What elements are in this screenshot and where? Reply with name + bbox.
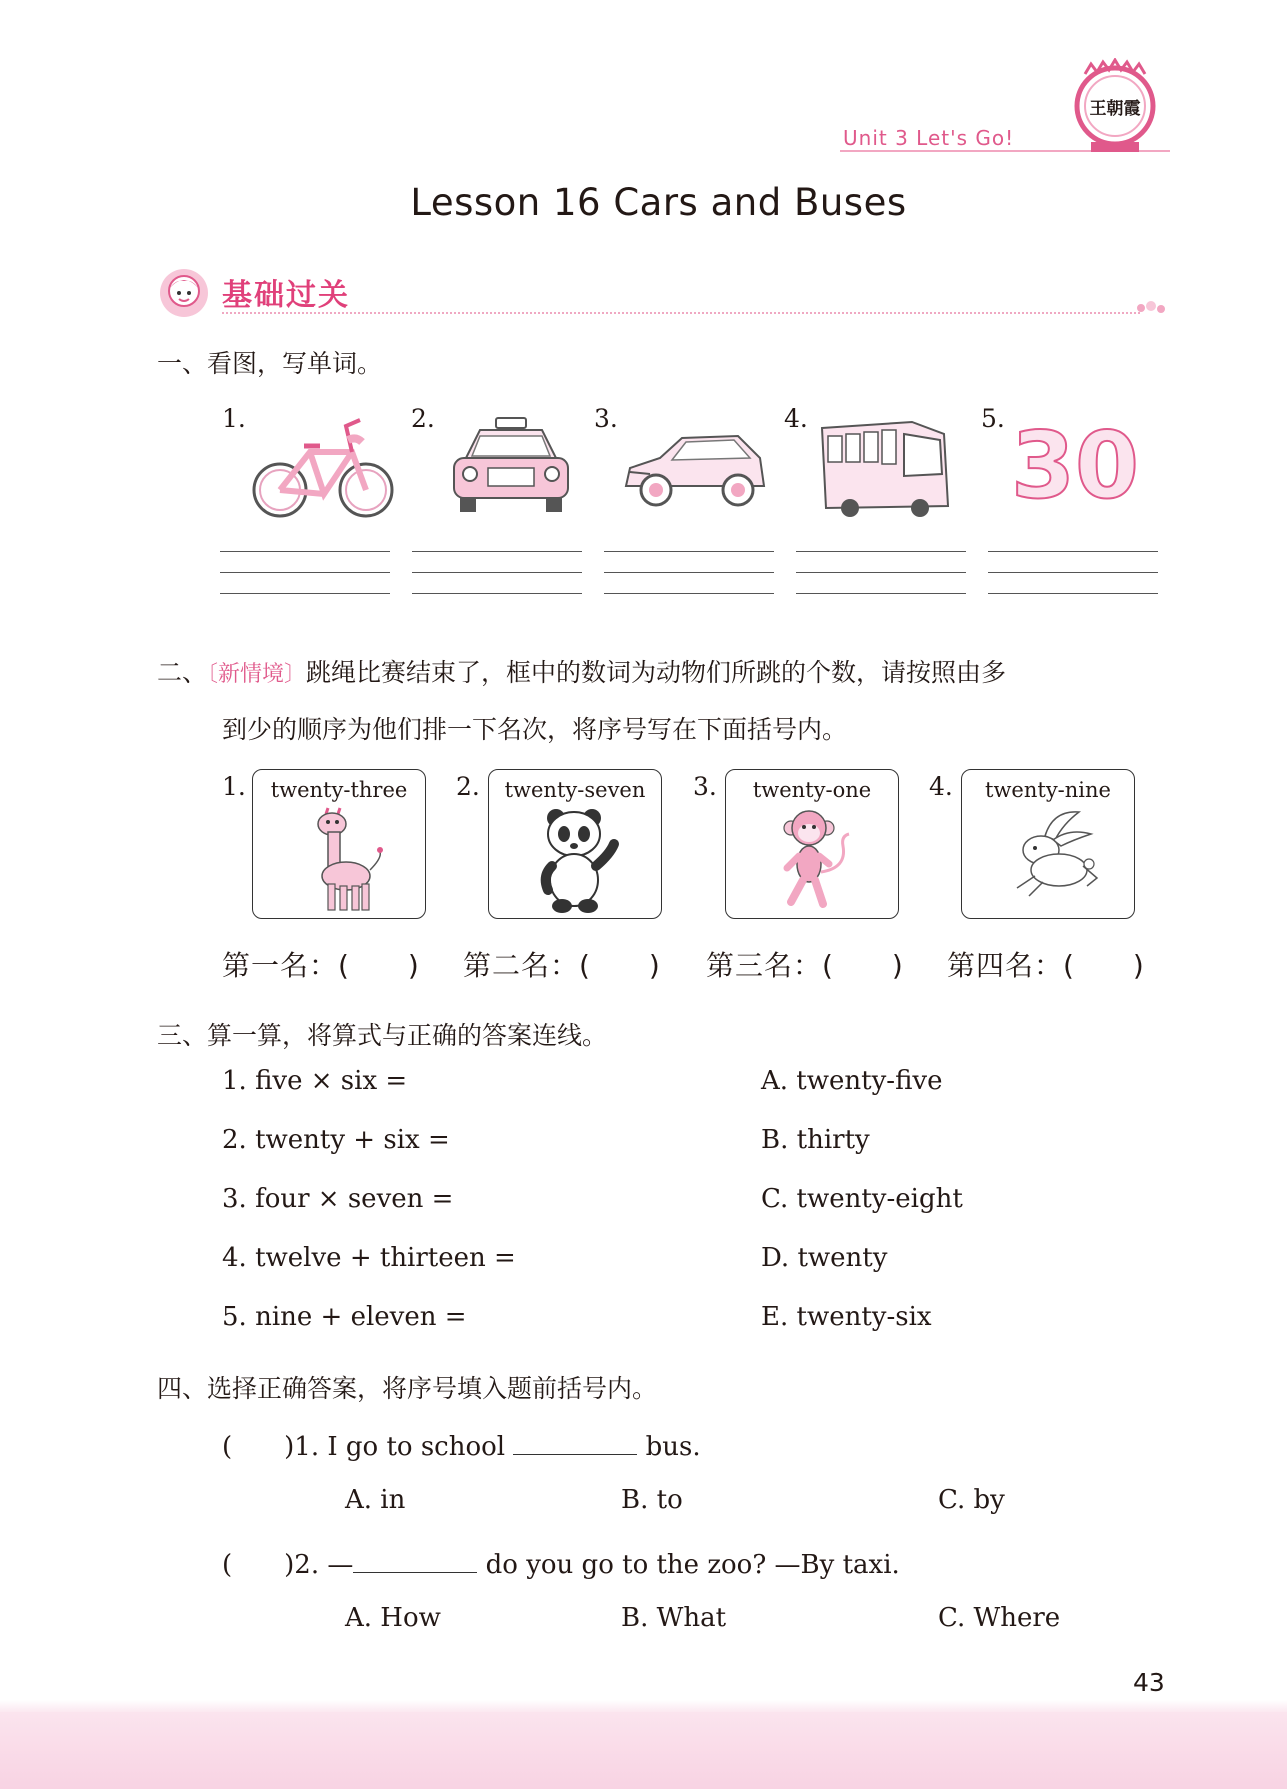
car-icon (620, 412, 770, 522)
new-context-tag: 〔新情境〕 (207, 662, 307, 687)
bus-icon (808, 412, 958, 522)
answer-paren[interactable]: ( ) (222, 1550, 295, 1580)
option-b[interactable]: B. to (621, 1485, 683, 1515)
lesson-title: Lesson 16 Cars and Buses (410, 181, 907, 224)
q1-item-number: 5. (981, 404, 1005, 433)
question-text: 2. — (294, 1550, 354, 1580)
animal-card (252, 769, 426, 919)
card-number: 2. (456, 772, 480, 801)
card-label: twenty-one (752, 778, 872, 802)
answer-paren[interactable]: ( ) (222, 1432, 295, 1462)
answer-blank[interactable] (353, 1572, 477, 1573)
publisher-logo (1073, 58, 1157, 156)
equation[interactable]: 1. five × six = (222, 1066, 408, 1096)
q4-heading: 四、选择正确答案，将序号填入题前括号内。 (157, 1374, 658, 1403)
card-number: 3. (693, 772, 717, 801)
equation[interactable]: 5. nine + eleven = (222, 1302, 467, 1332)
answer-option[interactable]: D. twenty (761, 1243, 888, 1273)
taxi-icon (436, 412, 586, 522)
rank-first[interactable]: 第一名：( ) (222, 949, 420, 982)
card-label: twenty-seven (504, 778, 646, 802)
q1-item-number: 3. (594, 404, 618, 433)
unit-label: Unit 3 Let's Go! (843, 126, 1015, 150)
q2-heading (157, 653, 1006, 689)
animal-card (488, 769, 662, 919)
writing-lines (604, 551, 774, 615)
question-text: bus. (645, 1432, 701, 1462)
mc-question-2 (222, 1544, 900, 1581)
option-a[interactable]: A. in (345, 1485, 406, 1515)
giraffe-icon (290, 806, 390, 914)
svg-text:王朝霞: 王朝霞 (1089, 99, 1141, 119)
option-c[interactable]: C. by (938, 1485, 1005, 1515)
rank-fourth[interactable]: 第四名：( ) (947, 949, 1145, 982)
q1-item-number: 2. (411, 404, 435, 433)
writing-lines (988, 551, 1158, 615)
number-30-icon: 30 (1010, 412, 1140, 519)
rabbit-icon (999, 806, 1099, 914)
card-label: twenty-nine (985, 778, 1111, 802)
option-b[interactable]: B. What (621, 1603, 727, 1633)
q1-item-number: 1. (222, 404, 246, 433)
q2-prefix: 二、 (157, 658, 208, 687)
mc-question-1 (222, 1426, 701, 1463)
card-number: 1. (222, 772, 246, 801)
q2-line1: 跳绳比赛结束了，框中的数词为动物们所跳的个数，请按照由多 (306, 658, 1007, 687)
monkey-icon (763, 806, 863, 914)
rank-second[interactable]: 第二名：( ) (463, 949, 661, 982)
equation[interactable]: 2. twenty + six = (222, 1125, 450, 1155)
q1-item-number: 4. (784, 404, 808, 433)
card-number: 4. (929, 772, 953, 801)
q1-heading: 一、看图，写单词。 (157, 349, 383, 378)
divider-dots-decoration (1135, 300, 1167, 316)
equation[interactable]: 4. twelve + thirteen = (222, 1243, 516, 1273)
writing-lines (220, 551, 390, 615)
answer-option[interactable]: A. twenty-five (761, 1066, 943, 1096)
animal-card (961, 769, 1135, 919)
panda-icon (526, 806, 626, 914)
answer-option[interactable]: B. thirty (761, 1125, 870, 1155)
bicycle-icon (248, 412, 398, 522)
question-text: do you go to the zoo? —By taxi. (485, 1550, 900, 1580)
q3-heading: 三、算一算，将算式与正确的答案连线。 (157, 1021, 608, 1050)
answer-option[interactable]: C. twenty-eight (761, 1184, 963, 1214)
footer-band (0, 1712, 1287, 1789)
section-divider (222, 312, 1140, 314)
equation[interactable]: 3. four × seven = (222, 1184, 454, 1214)
girl-mascot-icon (158, 267, 210, 319)
writing-lines (412, 551, 582, 615)
writing-lines (796, 551, 966, 615)
animal-card (725, 769, 899, 919)
option-a[interactable]: A. How (345, 1603, 441, 1633)
answer-blank[interactable] (513, 1454, 637, 1455)
card-label: twenty-three (270, 778, 408, 802)
question-text: 1. I go to school (294, 1432, 506, 1462)
option-c[interactable]: C. Where (938, 1603, 1061, 1633)
answer-option[interactable]: E. twenty-six (761, 1302, 932, 1332)
rank-third[interactable]: 第三名：( ) (706, 949, 904, 982)
section-title: 基础过关 (222, 278, 350, 313)
page-number: 43 (1133, 1668, 1165, 1697)
q2-line2: 到少的顺序为他们排一下名次，将序号写在下面括号内。 (222, 715, 848, 744)
